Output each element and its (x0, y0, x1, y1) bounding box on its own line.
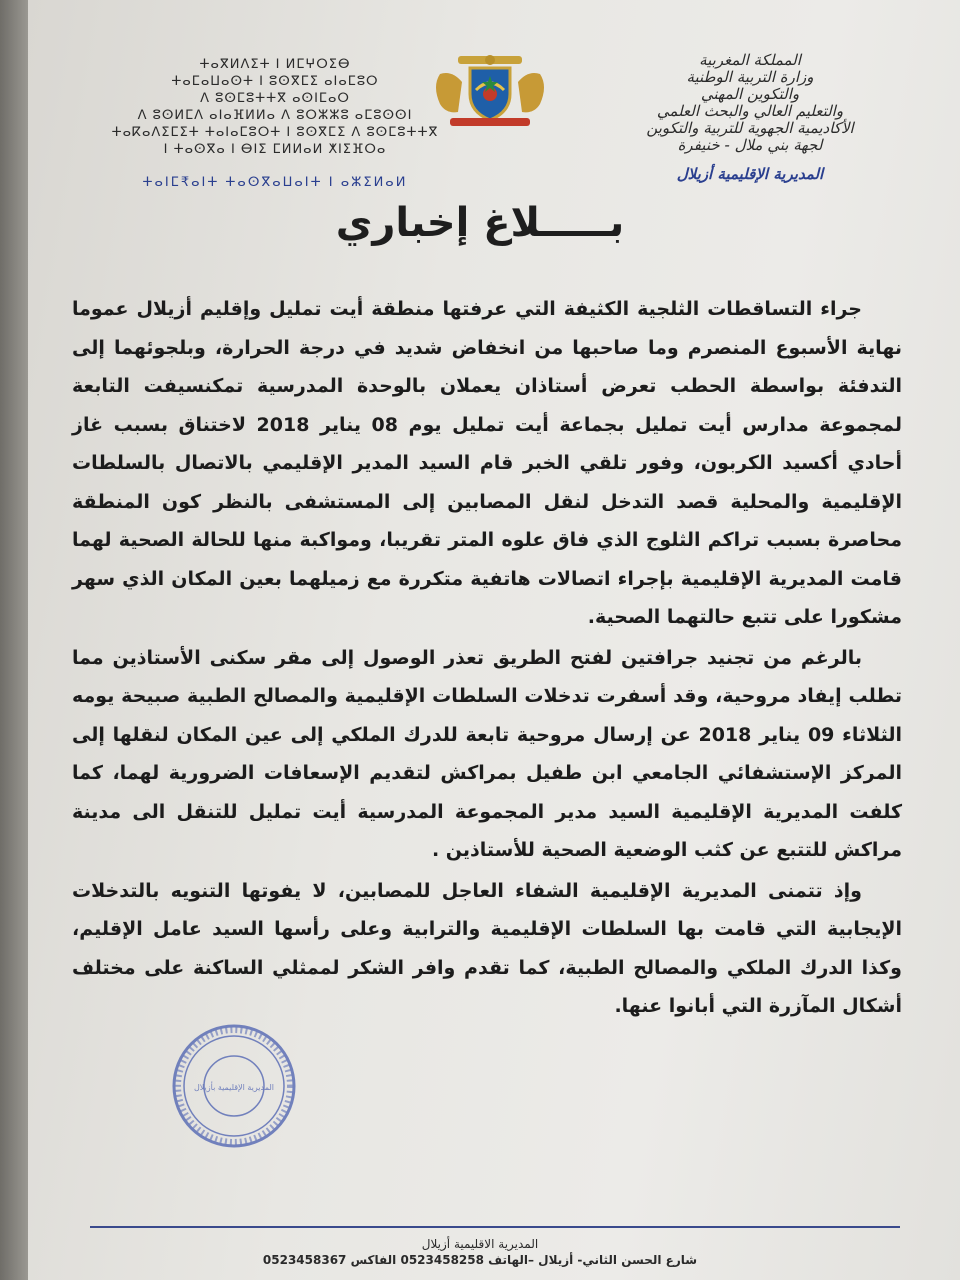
desk-edge (0, 0, 28, 1280)
arabic-header (570, 52, 930, 183)
tifinagh-line: ⵜⴰⴳⵍⴷⵉⵜ ⵏ ⵍⵎⵖⵔⵉⴱ (199, 57, 351, 72)
coat-of-arms-icon (428, 54, 552, 128)
footer-contact: شارع الحسن الثاني- أزيلال –الهاتف 0523458258 الفاكس 0523458367 (262, 1253, 698, 1267)
tifinagh-line: ⵜⴰⵎⴰⵡⴰⵙⵜ ⵏ ⵓⵙⴳⵎⵉ ⴰⵏⴰⵎⵓⵔ (171, 74, 379, 89)
paragraph: وإذ تتمنى المديرية الإقليمية الشفاء العاجل للمصابين، لا يفوتها التنويه بالتدخلات الإيجابية التي قامت بها السلطات الإقليمية والترابية وعلى رأسها السيد عامل الإقليم، وكذا الدرك الملكي والمصالح الطبية، كما تقدم وافر الشكر لممثلي الساكنة على مختلف أشكال المآزرة التي أبانوا عنها. (72, 879, 902, 1017)
footer-divider (90, 1226, 900, 1228)
official-stamp (170, 1022, 298, 1150)
tifinagh-line: ⴷ ⵓⵙⵍⵎⴷ ⴰⵏⴰⴼⵍⵍⴰ ⴷ ⵓⵔⵣⵣⵓ ⴰⵎⵓⵙⵙⵏ (137, 108, 413, 123)
tifinagh-line: ⵏ ⵜⴰⵙⴳⴰ ⵏ ⴱⵏⵉ ⵎⵍⵍⴰⵍ ⵅⵏⵉⴼⵔⴰ (163, 142, 387, 157)
header-line: المملكة المغربية (699, 51, 801, 69)
stamp-text: المديرية الإقليمية بأزيلال (193, 1083, 275, 1092)
document-title: بـــــلاغ إخباري (335, 200, 625, 246)
header-line: والتعليم العالي والبحث العلمي (656, 102, 844, 120)
directorate-name: المديرية الإقليمية أزيلال (676, 165, 824, 183)
document-body (72, 290, 902, 1028)
header-line: والتكوين المهني (700, 85, 800, 103)
header-line: لجهة بني ملال - خنيفرة (677, 136, 823, 154)
tifinagh-directorate: ⵜⴰⵏⵎ₹ⴰⵏⵜ ⵜⴰⵙⴳⴰⵡⴰⵏⵜ ⵏ ⴰⵣⵉⵍⴰⵍ (142, 175, 408, 190)
header-line: الأكاديمية الجهوية للتربية والتكوين (646, 119, 854, 137)
footer (0, 1236, 960, 1268)
paragraph: جراء التساقطات الثلجية الكثيفة التي عرفتها منطقة أيت تمليل وإقليم أزيلال عموما نهاية الأسبوع المنصرم وما صاحبها من انخفاض شديد في درجة الحرارة، وبلجوئهما إلى التدفئة بواسطة الحطب تعرض أستاذان يعملان بالوحدة المدرسية تمكنسيفت التابعة لمجموعة مدارس أيت تمليل بجماعة أيت تمليل يوم 08 يناير 2018 لاختناق بسبب غاز أحادي أكسيد الكربون، وفور تلقي الخبر قام السيد المدير الإقليمي بالاتصال بالسلطات الإقليمية والمحلية قصد التدخل لنقل المصابين إلى المستشفى بالنظر كون المنطقة محاصرة بسبب تراكم الثلوج الذي فاق علوه المتر تقريبا، ومواكبة منها للحالة الصحية لهما قامت المديرية الإقليمية بإجراء اتصالات هاتفية متكررة مع زميلهما بعين المكان الذي سهر مشكورا على تتبع حالتهما الصحية. (72, 298, 902, 628)
tifinagh-header (110, 56, 440, 191)
tifinagh-line: ⴷ ⵓⵙⵎⵓⵜⵜⴳ ⴰⵙⵏⵎⴰⵔ (200, 91, 350, 106)
header-line: وزارة التربية الوطنية (686, 68, 814, 86)
tifinagh-line: ⵜⴰⴽⴰⴷⵉⵎⵉⵜ ⵜⴰⵏⴰⵎⵓⵔⵜ ⵏ ⵓⵙⴳⵎⵉ ⴷ ⵓⵙⵎⵓⵜⵜⴳ (111, 125, 439, 140)
paragraph: بالرغم من تجنيد جرافتين لفتح الطريق تعذر الوصول إلى مقر سكنى الأستاذين مما تطلب إيفاد مروحية، وقد أسفرت تدخلات السلطات الإقليمية والمصالح الطبية صبيحة يومه الثلاثاء 09 يناير 2018 عن إرسال مروحية تابعة للدرك الملكي إلى عين المكان لنقلها إلى المركز الإستشفائي الجامعي ابن طفيل بمراكش لتقديم الإسعافات الضرورية لهما، كما كلفت المديرية الإقليمية السيد مدير المجموعة المدرسية أيت تمليل للتنقل الى مدينة مراكش للتتبع عن كثب الوضعية الصحية للأستاذين . (72, 646, 902, 861)
footer-directorate: المديرية الاقليمية أزيلال (421, 1237, 539, 1251)
